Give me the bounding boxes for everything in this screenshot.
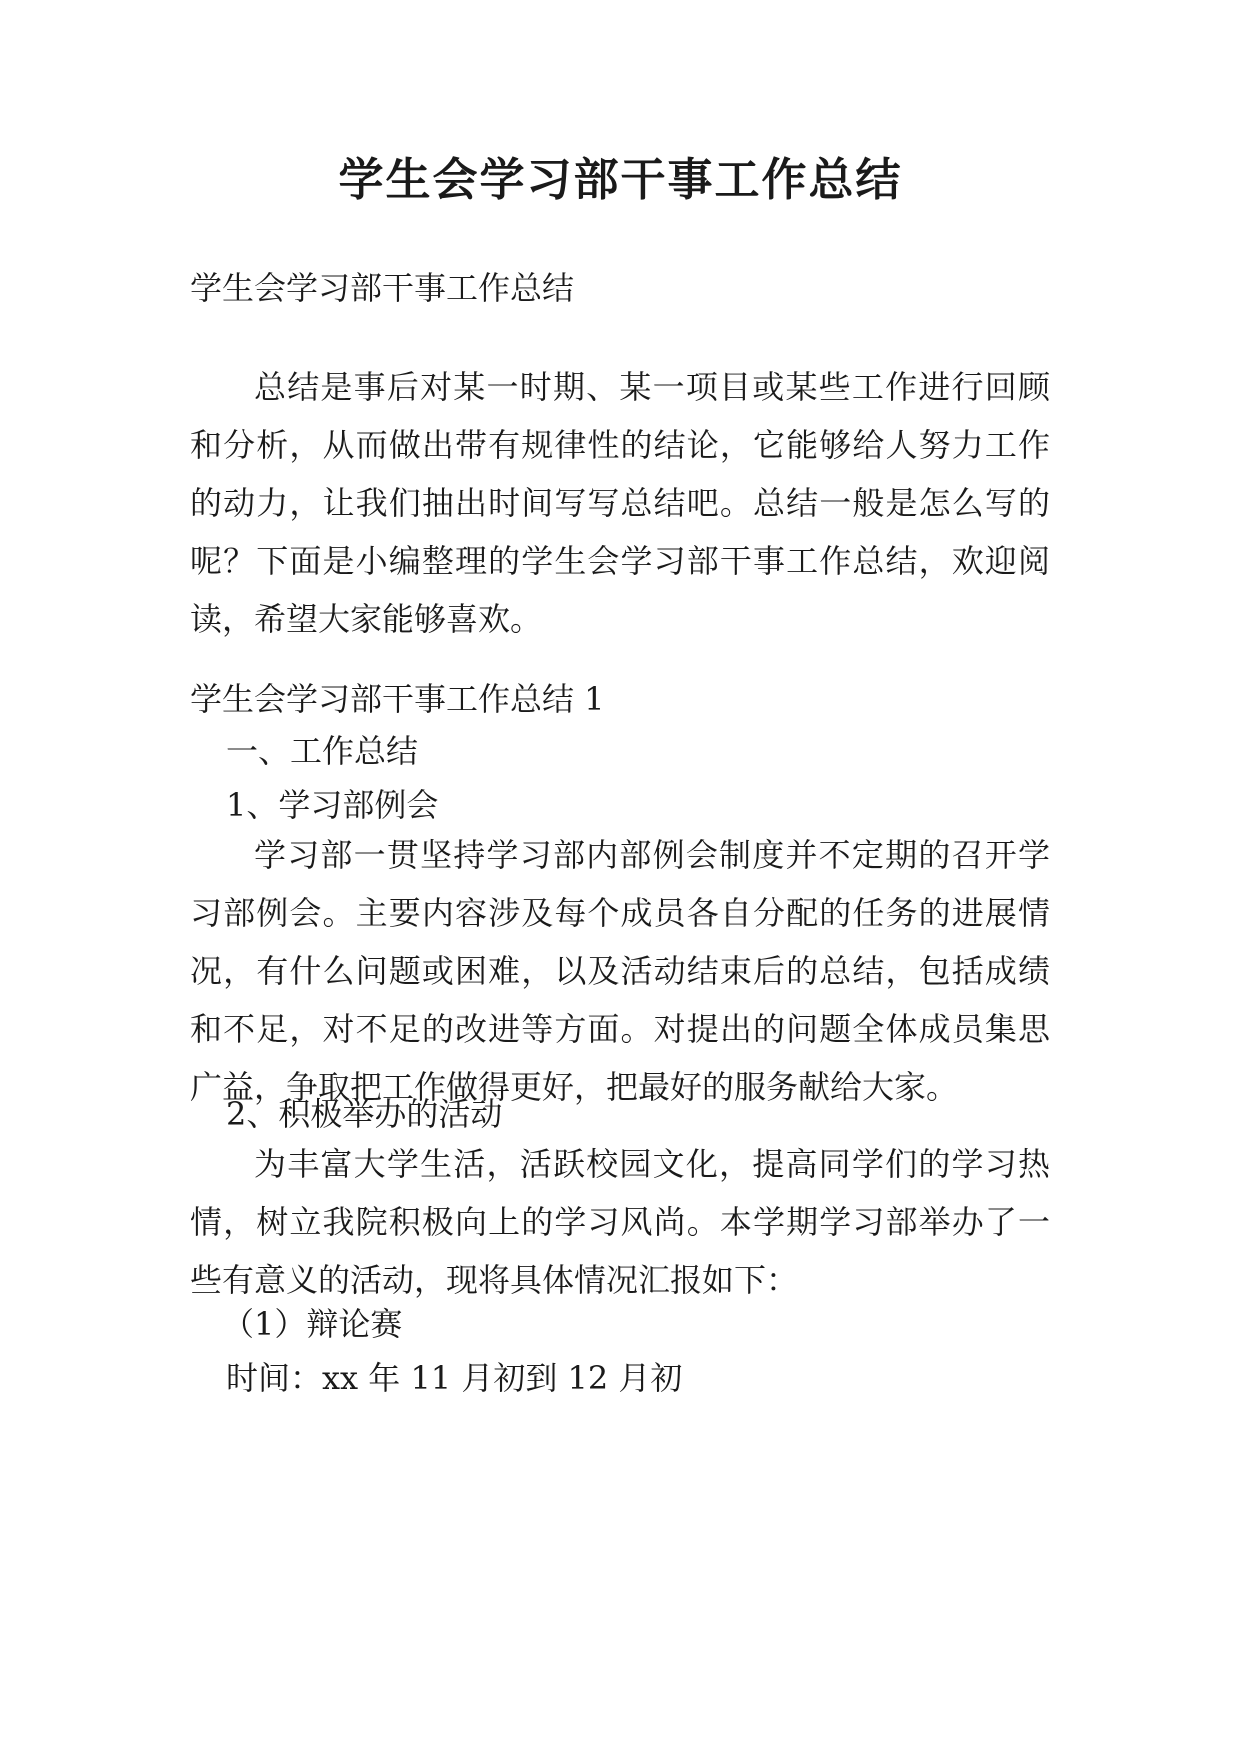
- item-time: 时间：xx 年 11 月初到 12 月初: [226, 1359, 683, 1397]
- activities-paragraph: 为丰富大学生活，活跃校园文化，提高同学们的学习热情，树立我院积极向上的学习风尚。本学期学习部举办了一些有意义的活动，现将具体情况汇报如下：: [190, 1145, 1050, 1299]
- intro-paragraph: 总结是事后对某一时期、某一项目或某些工作进行回顾和分析，从而做出带有规律性的结论，它能够给人努力工作的动力，让我们抽出时间写写总结吧。总结一般是怎么写的呢？下面是小编整理的学生会学习部干事工作总结，欢迎阅读，希望大家能够喜欢。: [190, 368, 1050, 638]
- meeting-paragraph: 学习部一贯坚持学习部内部例会制度并不定期的召开学习部例会。主要内容涉及每个成员各自分配的任务的进展情况，有什么问题或困难，以及活动结束后的总结，包括成绩和不足，对不足的改进等方面。对提出的问题全体成员集思广益，争取把工作做得更好，把最好的服务献给大家。: [190, 836, 1050, 1106]
- section-heading: 学生会学习部干事工作总结 1: [190, 680, 605, 718]
- document-subtitle: 学生会学习部干事工作总结: [190, 269, 575, 307]
- heading-department-meeting: 1、学习部例会: [226, 786, 439, 824]
- document-title: 学生会学习部干事工作总结: [338, 153, 903, 206]
- item-debate: （1）辩论赛: [222, 1305, 403, 1343]
- heading-activities: 2、积极举办的活动: [226, 1095, 503, 1133]
- heading-work-summary: 一、工作总结: [226, 732, 419, 770]
